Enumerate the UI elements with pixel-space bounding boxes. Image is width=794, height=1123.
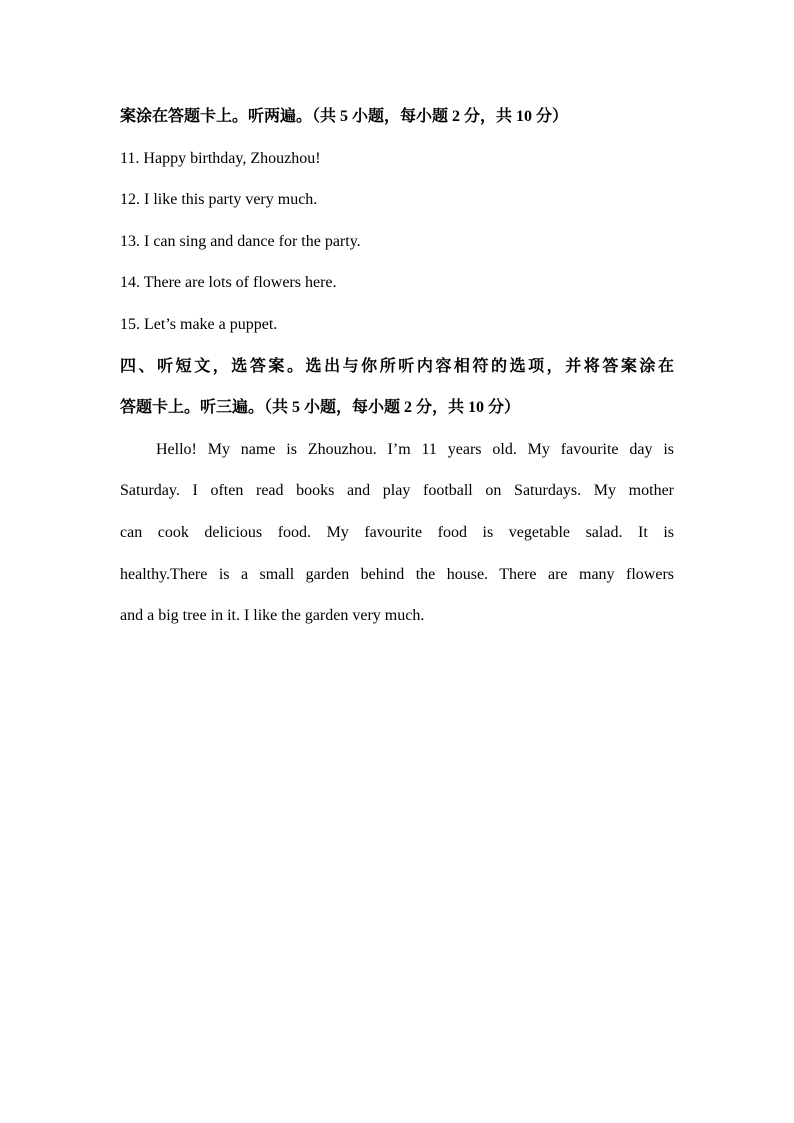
passage-line: Hello! My name is Zhouzhou. I’m 11 years old. My favourite day is [156,440,674,458]
listening-item-14: 14. There are lots of flowers here. [120,274,337,292]
passage-line: and a big tree in it. I like the garden very much. [120,607,425,625]
listening-item-12: 12. I like this party very much. [120,191,318,209]
listening-item-13: 13. I can sing and dance for the party. [120,232,361,250]
passage-line: can cook delicious food. My favourite food is vegetable salad. It is [120,523,674,541]
listening-item-15: 15. Let’s make a puppet. [120,315,278,333]
passage-line: healthy.There is a small garden behind the house. There are many flowers [120,565,674,583]
passage [120,429,674,637]
listening-item-11: 11. Happy birthday, Zhouzhou! [120,149,321,167]
section3-instruction-tail: 案涂在答题卡上。听两遍。（共 5 小题，每小题 2 分，共 10 分） [120,108,569,125]
section4-heading-line1: 四、听短文，选答案。选出与你所听内容相符的选项，并将答案涂在 [120,357,674,375]
passage-line: Saturday. I often read books and play football on Saturdays. My mother [120,482,674,500]
document-page [120,96,674,637]
section4-heading-line2: 答题卡上。听三遍。（共 5 小题，每小题 2 分，共 10 分） [120,399,521,417]
